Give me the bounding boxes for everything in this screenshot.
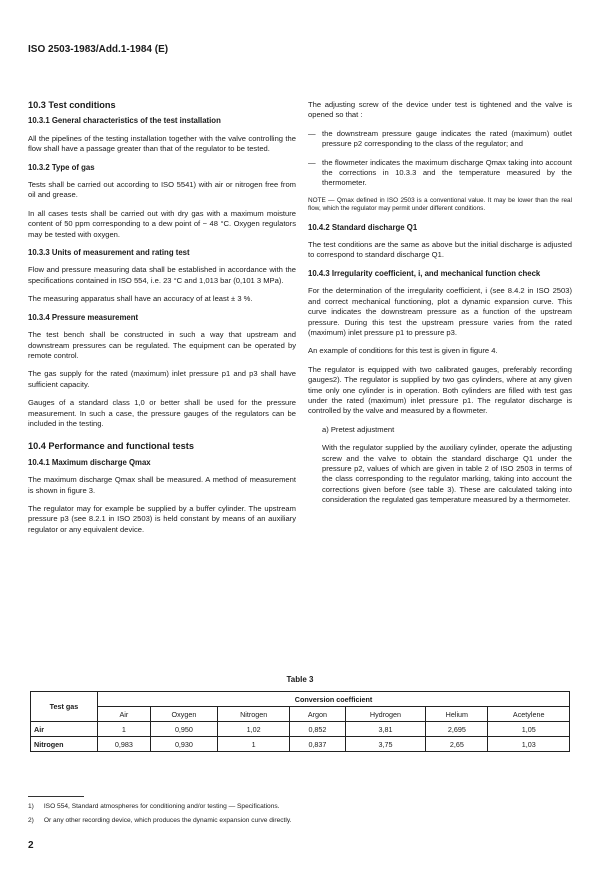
paragraph: Gauges of a standard class 1,0 or better shall be used for the pressure measurement. In such a case, the pressure gauges of the regulators can be included in the testing. (28, 398, 296, 428)
paragraph: Flow and pressure measuring data shall be established in accordance with the specifications contained in ISO 554, i.e. 23 °C and 1,013 bar (0,101 3 MPa). (28, 265, 296, 285)
paragraph: The test bench shall be constructed in such a way that upstream and downstream pressures can be regulated. The equipment can be operated by remote control. (28, 330, 296, 360)
conversion-table (30, 691, 570, 752)
table-cell: 0,837 (290, 737, 345, 752)
table-cell: 0,930 (150, 737, 217, 752)
heading-10-3-4: 10.3.4 Pressure measurement (28, 312, 139, 322)
footnote-text: Or any other recording device, which produces the dynamic expansion curve directly. (43, 817, 292, 824)
note: NOTE — Qmax defined in ISO 2503 is a conventional value. It may be lower than the real flow, which the regulator may permit under different conditions. (308, 196, 572, 213)
heading-10-4-1: 10.4.1 Maximum discharge Qmax (28, 457, 151, 467)
table-cell: 1,02 (218, 722, 290, 737)
dash-mark: — (308, 128, 316, 138)
footnote-rule (28, 796, 84, 797)
table-cell: 2,695 (426, 722, 488, 737)
column-header: Oxygen (150, 707, 217, 722)
footnote-text: ISO 554, Standard atmospheres for conditioning and/or testing — Specifications. (43, 803, 280, 810)
table-title: Table 3 (286, 675, 314, 684)
table-cell: 1,03 (488, 737, 570, 752)
column-header: Helium (426, 707, 488, 722)
table-cell: 0,950 (150, 722, 217, 737)
table-cell: 1,05 (488, 722, 570, 737)
paragraph: The test conditions are the same as above but the initial discharge is adjusted to correspond to standard discharge Q1. (308, 240, 572, 260)
list-label-a: a) Pretest adjustment (322, 424, 395, 434)
footnote-number: 2) (28, 817, 34, 824)
heading-10-3-3: 10.3.3 Units of measurement and rating test (28, 248, 190, 258)
table-cell: 2,65 (426, 737, 488, 752)
paragraph: The adjusting screw of the device under test is tightened and the valve is opened so that : (308, 100, 572, 120)
group-header: Conversion coefficient (98, 692, 570, 707)
table-row (31, 722, 570, 737)
paragraph: With the regulator supplied by the auxiliary cylinder, operate the adjusting screw and the valve to obtain the standard discharge Q1 under the pressure p2, values of which are given in table 2 of ISO 2503 in terms of the class corresponding to the regulator marking, taking into account the corrections given before (see table 3). These are calculated taking into consideration the regulated gas temperature measured by a thermometer. (322, 443, 572, 505)
corner-header: Test gas (31, 692, 98, 722)
column-header: Hydrogen (345, 707, 426, 722)
footnote (28, 803, 568, 811)
table-cell: 1 (98, 722, 151, 737)
footnote-number: 1) (28, 803, 34, 810)
table-column-row (31, 707, 570, 722)
right-column (308, 100, 572, 514)
paragraph: The regulator is equipped with two calibrated gauges, preferably recording gauges2). The regulator is supplied by two gas cylinders, where at any given time only one cylinder is in operation. Both cylinders are filled with test gas under the rated (maximum) inlet pressure p1. The regulator discharge is controlled by the valve and measured by a flowmeter. (308, 364, 572, 416)
paragraph: The regulator may for example be supplied by a buffer cylinder. The upstream pressure p3 (see 8.2.1 in ISO 2503) is held constant by means of an auxiliary regulator or any equivalent device. (28, 503, 296, 534)
heading-10-3: 10.3 Test conditions (28, 100, 116, 110)
paragraph: For the determination of the irregularity coefficient, i (see 8.4.2 in ISO 2503) and correct mechanical functioning, plot a dynamic expansion curve. This curve indicates the downstream pressure as a function of the upstream pressure. During this test the upstream pressure varies from the rated (maximum) inlet pressure p1 to pressure p3. (308, 286, 572, 337)
heading-10-3-2: 10.3.2 Type of gas (28, 162, 95, 172)
heading-10-4-3: 10.4.3 Irregularity coefficient, i, and mechanical function check (308, 268, 541, 278)
table-row (31, 737, 570, 752)
table-cell: 0,983 (98, 737, 151, 752)
dash-item-text: the downstream pressure gauge indicates the rated (maximum) outlet pressure p2 corresponding to the class of the regulator; and (322, 128, 572, 149)
table-cell: 3,81 (345, 722, 426, 737)
column-header: Nitrogen (218, 707, 290, 722)
column-header: Argon (290, 707, 345, 722)
heading-10-4-2: 10.4.2 Standard discharge Q1 (308, 222, 418, 232)
table-cell: 1 (218, 737, 290, 752)
footnote (28, 817, 568, 825)
paragraph: The measuring apparatus shall have an accuracy of at least ± 3 %. (28, 294, 253, 304)
row-label: Air (31, 722, 98, 737)
table-header-row (31, 692, 570, 707)
dash-item (308, 129, 572, 150)
dash-item-text: the flowmeter indicates the maximum discharge Qmax taking into account the corrections in 10.3.3 and the temperature measured by the thermometer. (322, 157, 572, 188)
table-cell: 0,852 (290, 722, 345, 737)
document-header: ISO 2503-1983/Add.1-1984 (E) (28, 44, 169, 55)
paragraph: An example of conditions for this test is given in figure 4. (308, 346, 498, 356)
paragraph: Tests shall be carried out according to ISO 5541) with air or nitrogen free from oil and grease. (28, 180, 296, 200)
table-cell: 3,75 (345, 737, 426, 752)
paragraph: All the pipelines of the testing installation together with the valve controlling the flow shall have a passage greater than that of the regulator to be tested. (28, 133, 296, 154)
heading-10-4: 10.4 Performance and functional tests (28, 441, 194, 452)
left-column (28, 100, 296, 543)
dash-item (308, 158, 572, 189)
column-header: Acetylene (488, 707, 570, 722)
paragraph: In all cases tests shall be carried out with dry gas with a maximum moisture content of 50 ppm corresponding to a dew point of − 48 °C. Oxygen regulators may be tested with oxygen. (28, 208, 296, 239)
row-label: Nitrogen (31, 737, 98, 752)
page-number: 2 (28, 840, 34, 851)
column-header: Air (98, 707, 151, 722)
paragraph: The maximum discharge Qmax shall be measured. A method of measurement is shown in figure 3. (28, 475, 296, 495)
heading-10-3-1: 10.3.1 General characteristics of the test installation (28, 116, 221, 126)
dash-mark: — (308, 157, 316, 167)
paragraph: The gas supply for the rated (maximum) inlet pressure p1 and p3 shall have sufficient capacity. (28, 369, 296, 389)
